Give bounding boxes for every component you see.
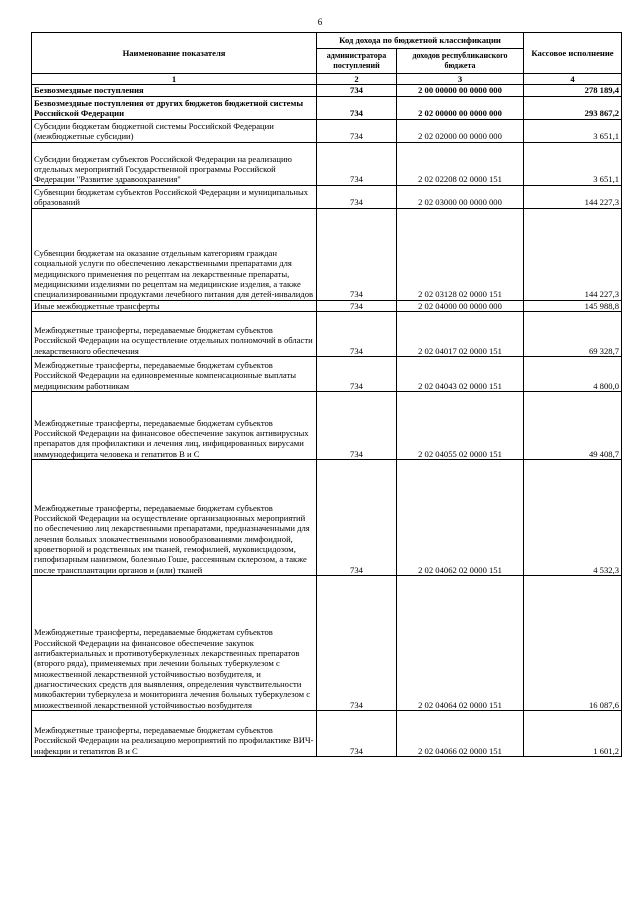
indicator-name-cell: Межбюджетные трансферты, передаваемые бюджетам субъектов Российской Федерации на осуществление организационных мероприятий по обеспечению лиц лекарственными препаратами, предназначенными для лечения больных злокачественными новообразованиями лимфоидной, кроветворной и родственных им тканей, гемофилией, муковисцидозом, гипофизарным нанизмом, болезнью Гоше, рассеянным склерозом, а также после трансплантации органов и (или) тканей	[32, 459, 317, 575]
revenue-code-cell: 2 02 04000 00 0000 000	[397, 300, 524, 311]
admin-code-cell: 734	[317, 119, 397, 142]
amount-cell: 69 328,7	[524, 311, 622, 356]
table-row	[32, 311, 622, 356]
header-indicator-name: Наименование показателя	[32, 33, 317, 74]
table-row	[32, 575, 622, 710]
column-number: 3	[397, 74, 524, 85]
revenue-table	[31, 32, 622, 757]
admin-code-cell: 734	[317, 208, 397, 300]
indicator-name-cell: Субсидии бюджетам субъектов Российской Федерации на реализацию отдельных мероприятий Государственной программы Российской Федерации "Развитие здравоохранения"	[32, 142, 317, 185]
table-row	[32, 459, 622, 575]
table-row	[32, 96, 622, 119]
table-row	[32, 710, 622, 756]
admin-code-cell: 734	[317, 391, 397, 459]
indicator-name-cell: Безвозмездные поступления	[32, 85, 317, 96]
table-row	[32, 300, 622, 311]
admin-code-cell: 734	[317, 185, 397, 208]
amount-cell: 144 227,3	[524, 208, 622, 300]
indicator-name-cell: Безвозмездные поступления от других бюджетов бюджетной системы Российской Федерации	[32, 96, 317, 119]
page-number: 6	[317, 17, 323, 27]
indicator-name-cell: Межбюджетные трансферты, передаваемые бюджетам субъектов Российской Федерации на финансовое обеспечение закупок антивирусных препаратов для профилактики и лечения лиц, инфицированных вирусами иммунодефицита человека и гепатитов B и C	[32, 391, 317, 459]
revenue-code-cell: 2 00 00000 00 0000 000	[397, 85, 524, 96]
admin-code-cell: 734	[317, 710, 397, 756]
table-row	[32, 142, 622, 185]
column-numbers-row	[32, 74, 622, 85]
header-cash-execution: Кассовое исполнение	[524, 33, 622, 74]
amount-cell: 49 408,7	[524, 391, 622, 459]
table-row	[32, 208, 622, 300]
revenue-code-cell: 2 02 00000 00 0000 000	[397, 96, 524, 119]
indicator-name-cell: Иные межбюджетные трансферты	[32, 300, 317, 311]
header-admin: администратора поступлений	[317, 49, 397, 74]
admin-code-cell: 734	[317, 459, 397, 575]
indicator-name-cell: Межбюджетные трансферты, передаваемые бюджетам субъектов Российской Федерации на реализацию мероприятий по профилактике ВИЧ-инфекции и гепатитов B и C	[32, 710, 317, 756]
revenue-code-cell: 2 02 04062 02 0000 151	[397, 459, 524, 575]
revenue-code-cell: 2 02 04017 02 0000 151	[397, 311, 524, 356]
admin-code-cell: 734	[317, 311, 397, 356]
amount-cell: 145 988,8	[524, 300, 622, 311]
revenue-code-cell: 2 02 04066 02 0000 151	[397, 710, 524, 756]
amount-cell: 278 189,4	[524, 85, 622, 96]
column-number: 2	[317, 74, 397, 85]
amount-cell: 1 601,2	[524, 710, 622, 756]
header-revenue-code: доходов республиканского бюджета	[397, 49, 524, 74]
table-row	[32, 356, 622, 391]
amount-cell: 144 227,3	[524, 185, 622, 208]
revenue-code-cell: 2 02 04064 02 0000 151	[397, 575, 524, 710]
table-row	[32, 85, 622, 96]
indicator-name-cell: Межбюджетные трансферты, передаваемые бюджетам субъектов Российской Федерации на единовременные компенсационные выплаты медицинским работникам	[32, 356, 317, 391]
revenue-code-cell: 2 02 02000 00 0000 000	[397, 119, 524, 142]
revenue-code-cell: 2 02 04043 02 0000 151	[397, 356, 524, 391]
table-row	[32, 119, 622, 142]
table-row	[32, 185, 622, 208]
header-code-group: Код дохода по бюджетной классификации	[317, 33, 524, 49]
amount-cell: 4 800,0	[524, 356, 622, 391]
amount-cell: 16 087,6	[524, 575, 622, 710]
column-number: 4	[524, 74, 622, 85]
admin-code-cell: 734	[317, 142, 397, 185]
admin-code-cell: 734	[317, 85, 397, 96]
revenue-code-cell: 2 02 03000 00 0000 000	[397, 185, 524, 208]
table-row	[32, 391, 622, 459]
revenue-code-cell: 2 02 02208 02 0000 151	[397, 142, 524, 185]
amount-cell: 3 651,1	[524, 119, 622, 142]
amount-cell: 293 867,2	[524, 96, 622, 119]
revenue-code-cell: 2 02 03128 02 0000 151	[397, 208, 524, 300]
column-number: 1	[32, 74, 317, 85]
amount-cell: 4 532,3	[524, 459, 622, 575]
amount-cell: 3 651,1	[524, 142, 622, 185]
admin-code-cell: 734	[317, 356, 397, 391]
admin-code-cell: 734	[317, 300, 397, 311]
indicator-name-cell: Субвенции бюджетам на оказание отдельным категориям граждан социальной услуги по обеспечению лекарственными препаратами для медицинского применения по рецептам на лекарственные препараты, медицинскими изделиями по рецептам на медицинские изделия, а также специализированными продуктами лечебного питания для детей-инвалидов	[32, 208, 317, 300]
indicator-name-cell: Межбюджетные трансферты, передаваемые бюджетам субъектов Российской Федерации на финансовое обеспечение закупок антибактериальных и противотуберкулезных лекарственных препаратов (второго ряда), применяемых при лечении больных туберкулезом с множественной лекарственной устойчивостью возбудителя, и диагностических средств для выявления, определения чувствительности микобактерии туберкулеза и мониторинга лечения больных туберкулезом с множественной лекарственной устойчивостью возбудителя	[32, 575, 317, 710]
admin-code-cell: 734	[317, 96, 397, 119]
revenue-code-cell: 2 02 04055 02 0000 151	[397, 391, 524, 459]
indicator-name-cell: Межбюджетные трансферты, передаваемые бюджетам субъектов Российской Федерации на осуществление отдельных полномочий в области лекарственного обеспечения	[32, 311, 317, 356]
indicator-name-cell: Субсидии бюджетам бюджетной системы Российской Федерации (межбюджетные субсидии)	[32, 119, 317, 142]
indicator-name-cell: Субвенции бюджетам субъектов Российской Федерации и муниципальных образований	[32, 185, 317, 208]
admin-code-cell: 734	[317, 575, 397, 710]
